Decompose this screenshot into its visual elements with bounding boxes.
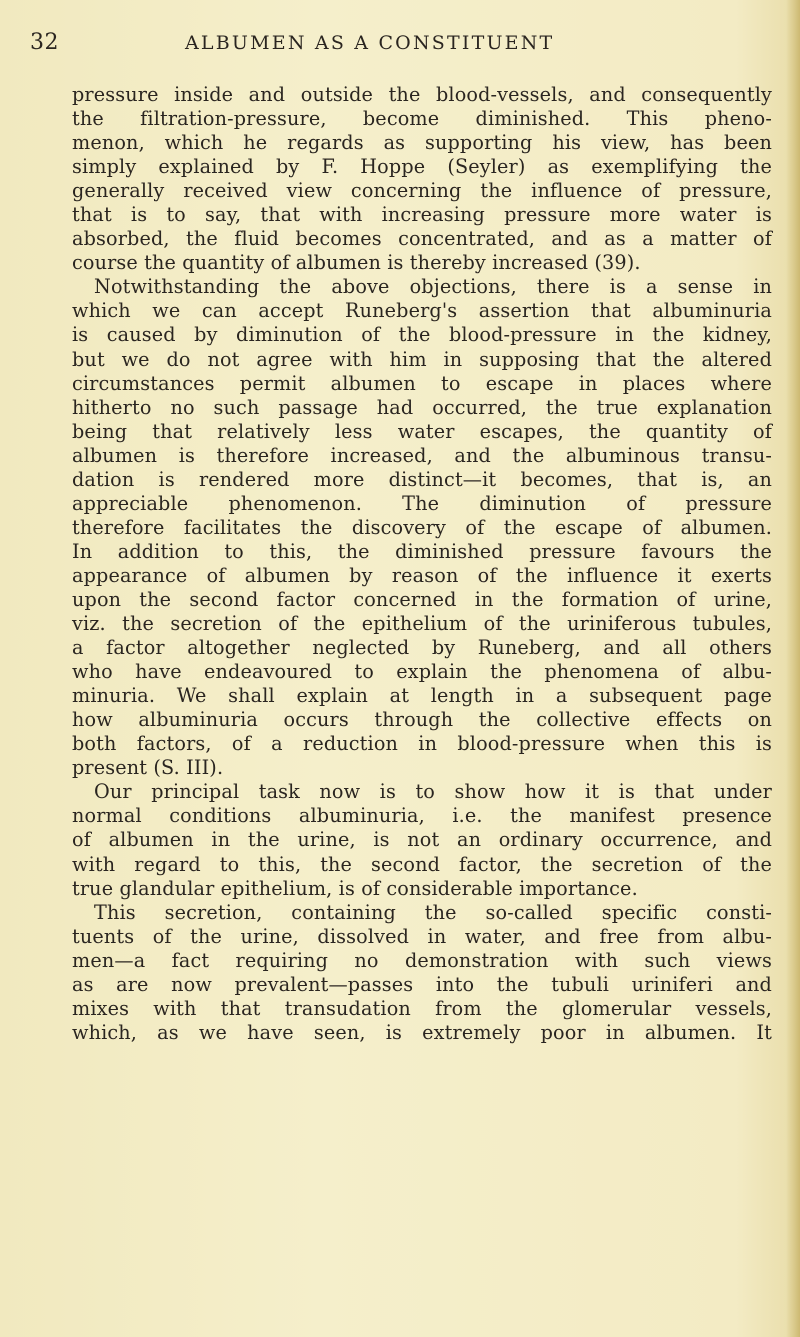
text-line: minuria. We shall explain at length in a subsequent page xyxy=(72,684,772,708)
text-line: who have endeavoured to explain the phenomena of albu- xyxy=(72,660,772,684)
text-line: absorbed, the fluid becomes concentrated, and as a matter of xyxy=(72,227,772,251)
text-line: tuents of the urine, dissolved in water, and free from albu- xyxy=(72,924,772,948)
text-line: normal conditions albuminuria, i.e. the manifest presence xyxy=(72,804,772,828)
text-line: the filtration-pressure, become diminished. This pheno- xyxy=(72,107,772,131)
text-line: true glandular epithelium, is of considerable importance. xyxy=(72,876,638,900)
text-line: being that relatively less water escapes, the quantity of xyxy=(72,419,772,443)
page-edge-shadow xyxy=(786,0,800,1337)
text-line: appreciable phenomenon. The diminution of pressure xyxy=(72,491,772,515)
paragraph-start-line: Our principal task now is to show how it is that under xyxy=(94,780,772,804)
text-line: how albuminuria occurs through the collective effects on xyxy=(72,708,772,732)
text-line: circumstances permit albumen to escape in places where xyxy=(72,371,772,395)
text-line: menon, which he regards as supporting his view, has been xyxy=(72,131,772,155)
text-line: albumen is therefore increased, and the albuminous transu- xyxy=(72,443,772,467)
text-line: that is to say, that with increasing pressure more water is xyxy=(72,203,772,227)
running-head: ALBUMEN AS A CONSTITUENT xyxy=(185,32,555,54)
text-line: generally received view concerning the influence of pressure, xyxy=(72,179,772,203)
body-text xyxy=(72,83,772,1045)
text-line: simply explained by F. Hoppe (Seyler) as exemplifying the xyxy=(72,155,772,179)
text-line: which, as we have seen, is extremely poor in albumen. It xyxy=(72,1020,772,1044)
text-line: men—a fact requiring no demonstration with such views xyxy=(72,948,772,972)
text-line: In addition to this, the diminished pressure favours the xyxy=(72,539,772,563)
text-line: as are now prevalent—passes into the tubuli uriniferi and xyxy=(72,972,772,996)
text-line: of albumen in the urine, is not an ordinary occurrence, and xyxy=(72,828,772,852)
text-line: dation is rendered more distinct—it becomes, that is, an xyxy=(72,467,772,491)
text-line: with regard to this, the second factor, the secretion of the xyxy=(72,852,772,876)
text-line: viz. the secretion of the epithelium of the uriniferous tubules, xyxy=(72,612,772,636)
text-line: upon the second factor concerned in the formation of urine, xyxy=(72,587,772,611)
text-line: a factor altogether neglected by Runeberg, and all others xyxy=(72,636,772,660)
page-number: 32 xyxy=(30,30,59,55)
paragraph-start-line: This secretion, containing the so-called specific consti- xyxy=(94,900,772,924)
text-line: present (S. III). xyxy=(72,756,224,780)
text-line: but we do not agree with him in supposing that the altered xyxy=(72,347,772,371)
text-line: which we can accept Runeberg's assertion that albuminuria xyxy=(72,299,772,323)
text-line: course the quantity of albumen is thereby increased (39). xyxy=(72,251,641,275)
text-line: hitherto no such passage had occurred, the true explanation xyxy=(72,395,772,419)
page-header xyxy=(30,30,760,60)
text-line: appearance of albumen by reason of the influence it exerts xyxy=(72,563,772,587)
text-line: mixes with that transudation from the glomerular vessels, xyxy=(72,996,772,1020)
text-line: is caused by diminution of the blood-pressure in the kidney, xyxy=(72,323,772,347)
text-line: therefore facilitates the discovery of the escape of albumen. xyxy=(72,515,772,539)
paragraph-start-line: Notwithstanding the above objections, there is a sense in xyxy=(94,275,772,299)
text-line: both factors, of a reduction in blood-pressure when this is xyxy=(72,732,772,756)
text-line: pressure inside and outside the blood-vessels, and consequently xyxy=(72,83,772,106)
